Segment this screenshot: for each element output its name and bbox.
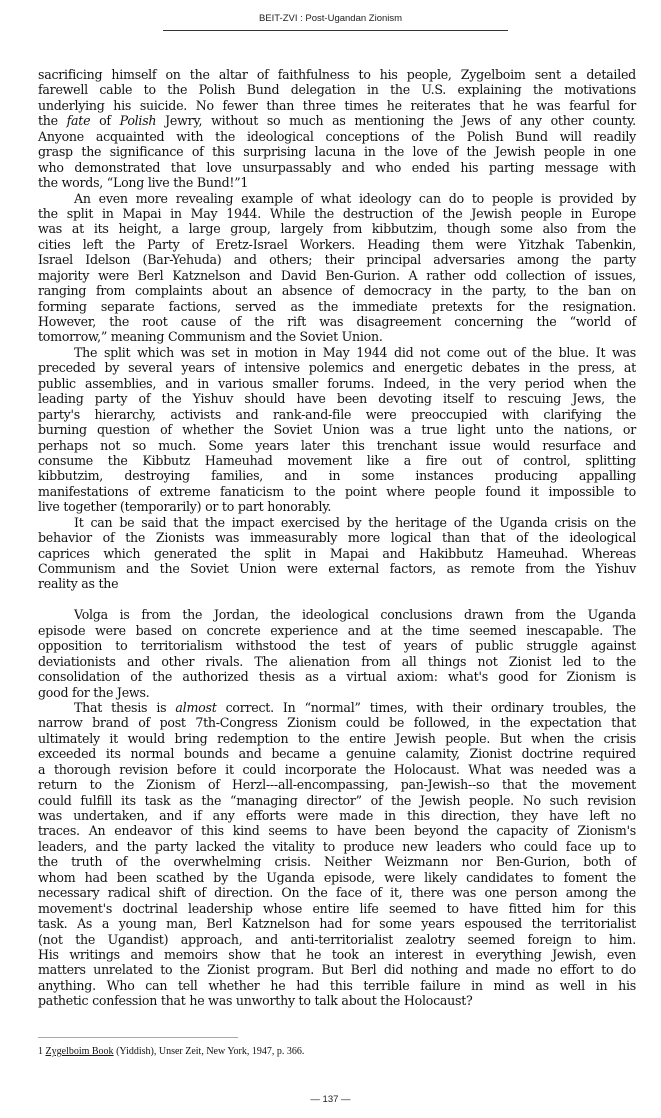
text-line: good for the Jews. — [38, 684, 150, 700]
italic-word: Polish — [119, 113, 157, 129]
text-line: the split in Mapai in May 1944. While the destruction of the Jewish people in Europe — [38, 205, 636, 221]
text-line: opposition to territorialism withstood the test of years of public struggle against — [38, 638, 636, 654]
text-line: necessary radical shift of direction. On the face of it, there was one person among the — [38, 885, 636, 901]
text-line: consume the Kibbutz Hameuhad movement like a fire out of control, splitting — [38, 452, 636, 468]
paragraph — [38, 515, 636, 592]
text-line: Communism and the Soviet Union were external factors, as remote from the Yishuv — [38, 561, 636, 576]
text-line: Anyone acquainted with the ideological conceptions of the Polish Bund will readily — [38, 128, 636, 144]
text-line: behavior of the Zionists was immeasurably more logical than that of the ideological — [38, 530, 636, 546]
running-header: BEIT-ZVI : Post-Ugandan Zionism — [258, 13, 403, 24]
text-line: leaders, and the party lacked the vitality to produce new leaders who could face up to — [38, 838, 636, 854]
footnote-book-title: Zygelboim Book — [45, 1046, 114, 1057]
text-line: underlying his suicide. No fewer than three times he reiterates that he was fearful for — [38, 97, 636, 113]
paragraph — [38, 700, 636, 1009]
text-line: forming separate factions, served as the immediate pretexts for the resignation. — [38, 298, 636, 314]
text-line: (not the Ugandist) approach, and anti-territorialist zealotry seemed foreign to him. — [38, 931, 636, 947]
text-line: return to the Zionism of Herzl---all-encompassing, pan-Jewish--so that the movement — [38, 777, 636, 793]
text-line: That thesis is almost correct. In “normal” times, with their ordinary troubles, the — [74, 699, 636, 715]
text-line: preceded by several years of intensive polemics and energetic debates in the press, at — [38, 360, 636, 376]
text-line: traces. An endeavor of this kind seems to have been beyond the capacity of Zionism's — [38, 823, 636, 839]
footnote-citation: (Yiddish), Unser Zeit, New York, 1947, p. 366. — [113, 1046, 305, 1057]
text-line: perhaps not so much. Some years later this trenchant issue would resurface and — [38, 437, 636, 453]
paragraph-gap — [38, 592, 636, 607]
text-line: pathetic confession that he was unworthy to talk about the Holocaust? — [38, 993, 473, 1009]
text-line: sacrificing himself on the altar of faithfulness to his people, Zygelboim sent a detailed — [38, 67, 636, 82]
text-line: whom had been scathed by the Uganda episode, were likely candidates to foment the — [38, 869, 636, 885]
text-line: cities left the Party of Eretz-Israel Workers. Heading them were Yitzhak Tabenkin, — [38, 236, 636, 252]
text-line: a thorough revision before it could incorporate the Holocaust. What was needed was a — [38, 761, 636, 777]
text-line: task. As a young man, Berl Katznelson had for some years espoused the territorialist — [38, 916, 636, 932]
text-line: Volga is from the Jordan, the ideological conclusions drawn from the Uganda — [74, 607, 636, 623]
paragraph — [38, 67, 636, 191]
text-line: the fate of Polish Jewry, without so much as mentioning the Jews of any other county. — [38, 113, 636, 129]
text-line: ranging from complaints about an absence of democracy in the party, to the ban on — [38, 283, 636, 299]
footnote-marker: 1 — [38, 1046, 43, 1057]
text-line: consolidation of the authorized thesis as a virtual axiom: what's good for Zionism is — [38, 669, 636, 685]
text-line: anything. Who can tell whether he had this terrible failure in mind as well in his — [38, 977, 636, 993]
text-line: exceeded its normal bounds and became a genuine calamity, Zionist doctrine required — [38, 746, 636, 762]
text-line: episode were based on concrete experience and at the time seemed inescapable. The — [38, 622, 636, 638]
paragraph — [38, 191, 636, 345]
text-line: majority were Berl Katznelson and David Ben-Gurion. A rather odd collection of issues, — [38, 267, 636, 283]
text-line: narrow brand of post 7th-Congress Zionism could be followed, in the expectation that — [38, 715, 636, 731]
footnote — [38, 1046, 304, 1057]
paragraph — [38, 345, 636, 515]
text-line: However, the root cause of the rift was disagreement concerning the “world of — [38, 314, 636, 329]
text-line: manifestations of extreme fanaticism to the point where people found it impossible to — [38, 483, 636, 499]
text-line: could fulfill its task as the “managing director” of the Jewish people. No such revision — [38, 792, 636, 808]
text-line: public assemblies, and in various smaller forums. Indeed, in the very period when the — [38, 375, 636, 391]
text-line: reality as the — [38, 576, 119, 592]
text-line: live together (temporarily) or to part honorably. — [38, 499, 332, 515]
text-line: movement's doctrinal leadership whose entire life seemed to have fitted him for this — [38, 900, 636, 916]
text-line: burning question of whether the Soviet Union was a true light unto the nations, or — [38, 422, 636, 438]
body-text — [38, 67, 636, 1009]
text-line: Israel Idelson (Bar-Yehuda) and others; their principal adversaries among the party — [38, 252, 636, 268]
text-line: who demonstrated that love unsurpassably and who ended his parting message with — [38, 159, 636, 175]
text-line: was undertaken, and if any efforts were made in this direction, they have left no — [38, 808, 636, 823]
text-line: It can be said that the impact exercised by the heritage of the Uganda crisis on the — [74, 514, 636, 530]
text-line: was at its height, a large group, largely from kibbutzim, though some also from the — [38, 221, 636, 237]
text-line: tomorrow,” meaning Communism and the Soviet Union. — [38, 329, 383, 345]
text-line: leading party of the Yishuv should have been devoting itself to rescuing Jews, the — [38, 391, 636, 407]
text-line: His writings and memoirs show that he took an interest in everything Jewish, even — [38, 946, 636, 962]
text-line: the truth of the overwhelming crisis. Neither Weizmann nor Ben-Gurion, both of — [38, 854, 636, 870]
text-line: the words, “Long live the Bund!”1 — [38, 175, 249, 191]
text-line: An even more revealing example of what ideology can do to people is provided by — [74, 190, 636, 206]
italic-word: almost — [175, 699, 217, 715]
footnote-separator — [38, 1037, 238, 1038]
header-rule — [163, 30, 508, 31]
text-line: deviationists and other rivals. The alienation from all things not Zionist led to the — [38, 653, 636, 669]
text-line: matters unrelated to the Zionist program. But Berl did nothing and made no effort to do — [38, 962, 636, 978]
text-line: kibbutzim, destroying families, and in some instances producing appalling — [38, 468, 636, 484]
text-line: grasp the significance of this surprising lacuna in the love of the Jewish people in one — [38, 144, 636, 160]
italic-word: fate — [66, 113, 91, 129]
text-line: party's hierarchy, activists and rank-and-file were preoccupied with clarifying the — [38, 406, 636, 422]
text-line: ultimately it would bring redemption to the entire Jewish people. But when the crisis — [38, 730, 636, 746]
text-line: farewell cable to the Polish Bund delegation in the U.S. explaining the motivations — [38, 82, 636, 98]
text-line: The split which was set in motion in May 1944 did not come out of the blue. It was — [74, 344, 636, 360]
page-number: — 137 — — [310, 1094, 351, 1105]
text-line: caprices which generated the split in Mapai and Hakibbutz Hameuhad. Whereas — [38, 545, 636, 561]
paragraph — [38, 607, 636, 700]
